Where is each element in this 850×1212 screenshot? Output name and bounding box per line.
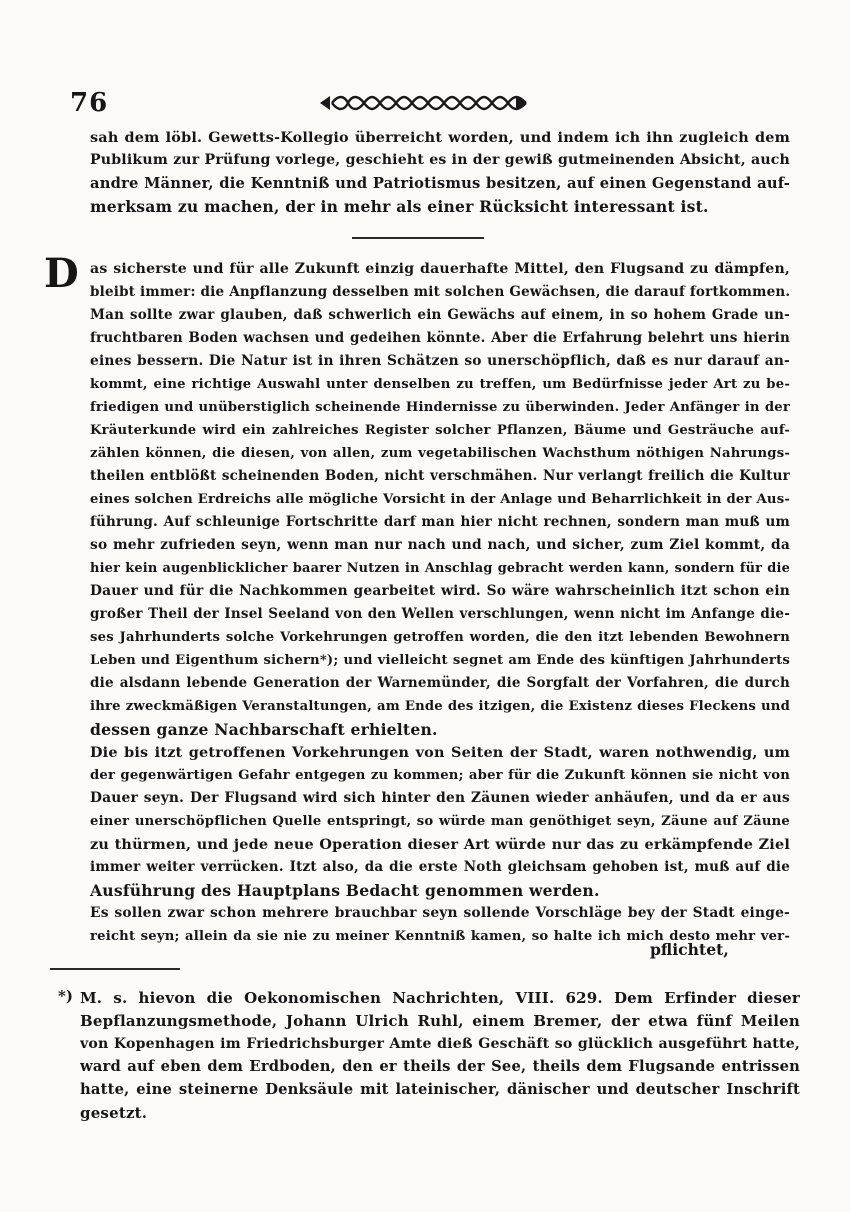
text-line: friedigen und unüberstiglich scheinende Hindernisse zu überwinden. Jeder Anfänger in der bbox=[90, 400, 790, 415]
text-line: Man sollte zwar glauben, daß schwerlich ein Gewächs auf einem, in so hohem Grade un- bbox=[90, 307, 790, 323]
footnote-divider bbox=[50, 968, 180, 970]
text-line: der gegenwärtigen Gefahr entgegen zu kommen; aber für die Zukunft können sie nicht von bbox=[90, 768, 790, 783]
footnote-line: hatte, eine steinerne Denksäule mit lateinischer, dänischer und deutscher Inschrift bbox=[80, 1081, 800, 1098]
text-line: führung. Auf schleunige Fortschritte darf man hier nicht rechnen, sondern man muß um bbox=[90, 514, 790, 530]
text-line: hier kein augenblicklicher baarer Nutzen in Anschlag gebracht werden kann, sondern für die bbox=[90, 561, 790, 576]
intro-paragraph bbox=[90, 126, 790, 218]
text-line: sah dem löbl. Gewetts-Kollegio überreicht worden, und indem ich ihn zugleich dem bbox=[90, 129, 790, 146]
text-line: einer unerschöpflichen Quelle entspringt, so würde man genöthiget seyn, Zäune auf Zäune bbox=[90, 814, 790, 829]
text-line: merksam zu machen, der in mehr als einer Rücksicht interessant ist. bbox=[90, 197, 709, 216]
footnote bbox=[80, 987, 800, 1125]
text-line: Kräuterkunde wird ein zahlreiches Register solcher Pflanzen, Bäume und Gesträuche auf- bbox=[90, 423, 790, 438]
text-line: Dauer und für die Nachkommen gearbeitet wird. So wäre wahrscheinlich itzt schon ein bbox=[90, 583, 790, 599]
text-line: ses Jahrhunderts solche Vorkehrungen getroffen worden, die den itzt lebenden Bewohnern bbox=[90, 630, 790, 645]
text-line: Ausführung des Hauptplans Bedacht genommen werden. bbox=[90, 881, 600, 900]
text-line: Publikum zur Prüfung vorlege, geschieht es in der gewiß gutmeinenden Absicht, auch bbox=[90, 152, 790, 168]
text-line: zählen können, die diesen, von allen, zum vegetabilischen Wachsthum nöthigen Nahrungs- bbox=[90, 446, 790, 461]
text-line: fruchtbaren Boden wachsen und gedeihen könnte. Aber die Erfahrung belehrt uns hierin bbox=[90, 330, 790, 346]
text-line: eines bessern. Die Natur ist in ihren Schätzen so unerschöpflich, daß es nur darauf an- bbox=[90, 353, 790, 369]
drop-cap: D bbox=[44, 250, 79, 297]
text-line: as sicherste und für alle Zukunft einzig dauerhafte Mittel, den Flugsand zu dämpfen, bbox=[90, 261, 790, 277]
catchword: pflichtet, bbox=[650, 940, 729, 959]
text-line: Es sollen zwar schon mehrere brauchbar seyn sollende Vorschläge bey der Stadt einge- bbox=[90, 905, 790, 921]
text-line: so mehr zufrieden seyn, wenn man nur nach und nach, und sicher, zum Ziel kommt, da bbox=[90, 537, 790, 553]
text-line: immer weiter verrücken. Itzt also, da die erste Noth gleichsam gehoben ist, muß auf die bbox=[90, 859, 790, 875]
footnote-mark: *) bbox=[58, 987, 73, 1005]
footnote-line: von Kopenhagen im Friedrichsburger Amte dieß Geschäft so glücklich ausgeführt hatte, bbox=[80, 1036, 800, 1052]
text-line: eines solchen Erdreichs alle mögliche Vorsicht in der Anlage und Beharrlichkeit in der Aus- bbox=[90, 492, 790, 507]
text-line: Dauer seyn. Der Flugsand wird sich hinter den Zäunen wieder anhäufen, und da er aus bbox=[90, 790, 790, 806]
text-line: Die bis itzt getroffenen Vorkehrungen von Seiten der Stadt, waren nothwendig, um bbox=[90, 744, 790, 761]
text-line: ihre zweckmäßigen Veranstaltungen, am Ende des itzigen, die Existenz dieses Fleckens und bbox=[90, 699, 790, 714]
text-line: theilen entblößt scheinenden Boden, nicht verschmähen. Nur verlangt freilich die Kultur bbox=[90, 468, 790, 484]
text-line: die alsdann lebende Generation der Warnemünder, die Sorgfalt der Vorfahren, die durch bbox=[90, 675, 790, 691]
text-line: reicht seyn; allein da sie nie zu meiner Kenntniß kamen, so halte ich mich desto mehr ver- bbox=[90, 929, 790, 944]
text-line: großer Theil der Insel Seeland von den Wellen verschlungen, wenn nicht im Anfange die- bbox=[90, 606, 790, 622]
page-number: 76 bbox=[70, 88, 109, 118]
text-line: Leben und Eigenthum sichern*); und vielleicht segnet am Ende des künftigen Jahrhunderts bbox=[90, 653, 790, 668]
footnote-line: Bepflanzungsmethode, Johann Ulrich Ruhl, einem Bremer, der etwa fünf Meilen bbox=[80, 1012, 800, 1030]
text-line: andre Männer, die Kenntniß und Patriotismus besitzen, auf einen Gegenstand auf- bbox=[90, 175, 790, 192]
ornament-icon bbox=[316, 92, 530, 114]
text-line: zu thürmen, und jede neue Operation dieser Art würde nur das zu erkämpfende Ziel bbox=[90, 836, 790, 853]
section-divider bbox=[352, 237, 484, 239]
footnote-line: ward auf eben dem Erdboden, den er theils der See, theils dem Flugsande entrissen bbox=[80, 1058, 800, 1075]
main-text bbox=[90, 258, 790, 948]
text-line: kommt, eine richtige Auswahl unter denselben zu treffen, um Bedürfnisse jeder Art zu be- bbox=[90, 377, 790, 392]
footnote-line: gesetzt. bbox=[80, 1104, 148, 1122]
text-line: bleibt immer: die Anpflanzung desselben mit solchen Gewächsen, die darauf fortkommen. bbox=[90, 284, 790, 300]
footnote-line: M. s. hievon die Oekonomischen Nachrichten, VIII. 629. Dem Erfinder dieser bbox=[80, 989, 800, 1007]
text-line: dessen ganze Nachbarschaft erhielten. bbox=[90, 720, 438, 739]
